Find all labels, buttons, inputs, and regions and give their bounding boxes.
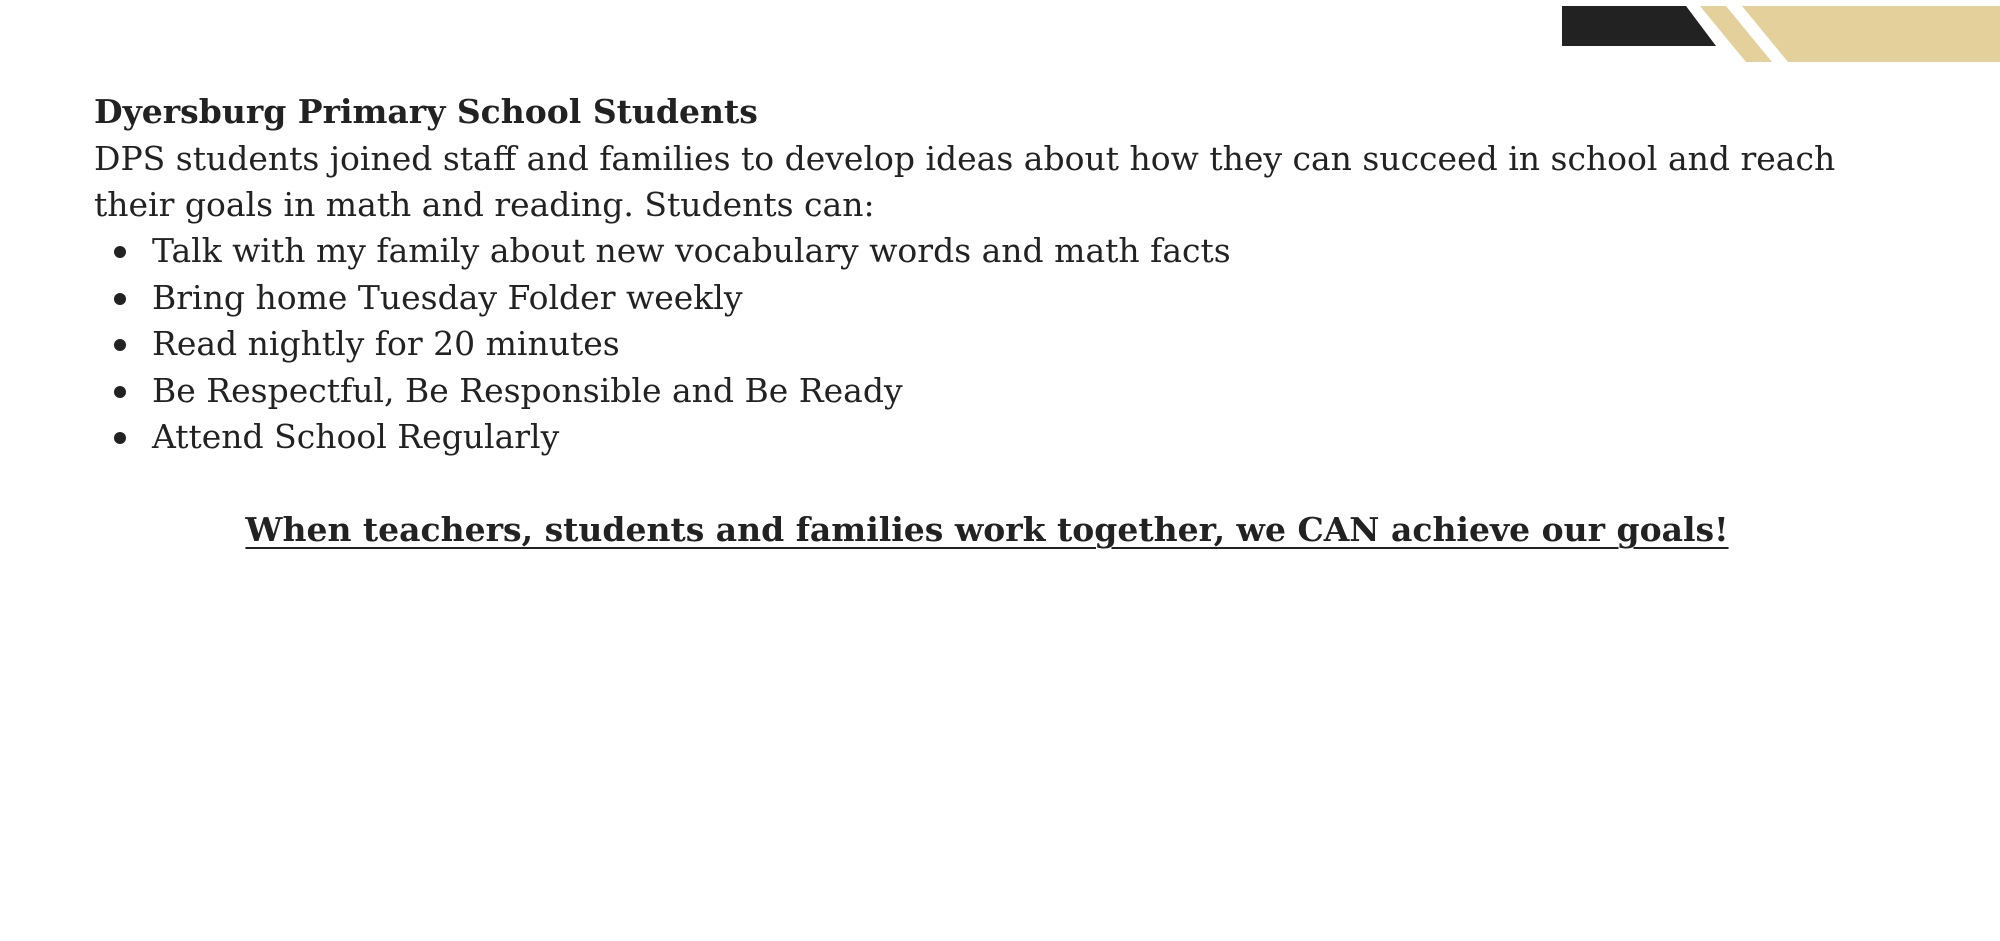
bullet-icon — [114, 339, 126, 351]
bullet-icon — [114, 293, 126, 305]
section-heading: Dyersburg Primary School Students — [94, 92, 758, 131]
closing-tagline-block — [0, 506, 1974, 554]
list-item-text: Attend School Regularly — [152, 417, 560, 456]
bullet-icon — [114, 386, 126, 398]
bullet-icon — [114, 246, 126, 258]
bullet-icon — [114, 432, 126, 444]
list-item — [94, 321, 1894, 368]
list-item-text: Bring home Tuesday Folder weekly — [152, 277, 743, 317]
list-item — [94, 228, 1894, 275]
banner-gold-band — [1742, 6, 2000, 62]
list-item — [94, 368, 1894, 415]
section-intro: DPS students joined staff and families to develop ideas about how they can succeed in school and reach their goals in math and reading. Students can: — [94, 139, 1836, 224]
closing-tagline: When teachers, students and families work together, we CAN achieve our goals! — [245, 510, 1729, 549]
banner-dark-stripe — [1562, 6, 1716, 46]
student-goals-list — [94, 228, 1894, 461]
header-banner-graphic — [0, 0, 2000, 70]
list-item — [94, 414, 1894, 461]
list-item-text: Read nightly for 20 minutes — [152, 324, 620, 363]
list-item-text: Be Respectful, Be Responsible and Be Ready — [152, 370, 903, 410]
list-item — [94, 275, 1894, 322]
list-item-text: Talk with my family about new vocabulary words and math facts — [152, 231, 1231, 270]
student-goals-section — [94, 88, 1894, 461]
